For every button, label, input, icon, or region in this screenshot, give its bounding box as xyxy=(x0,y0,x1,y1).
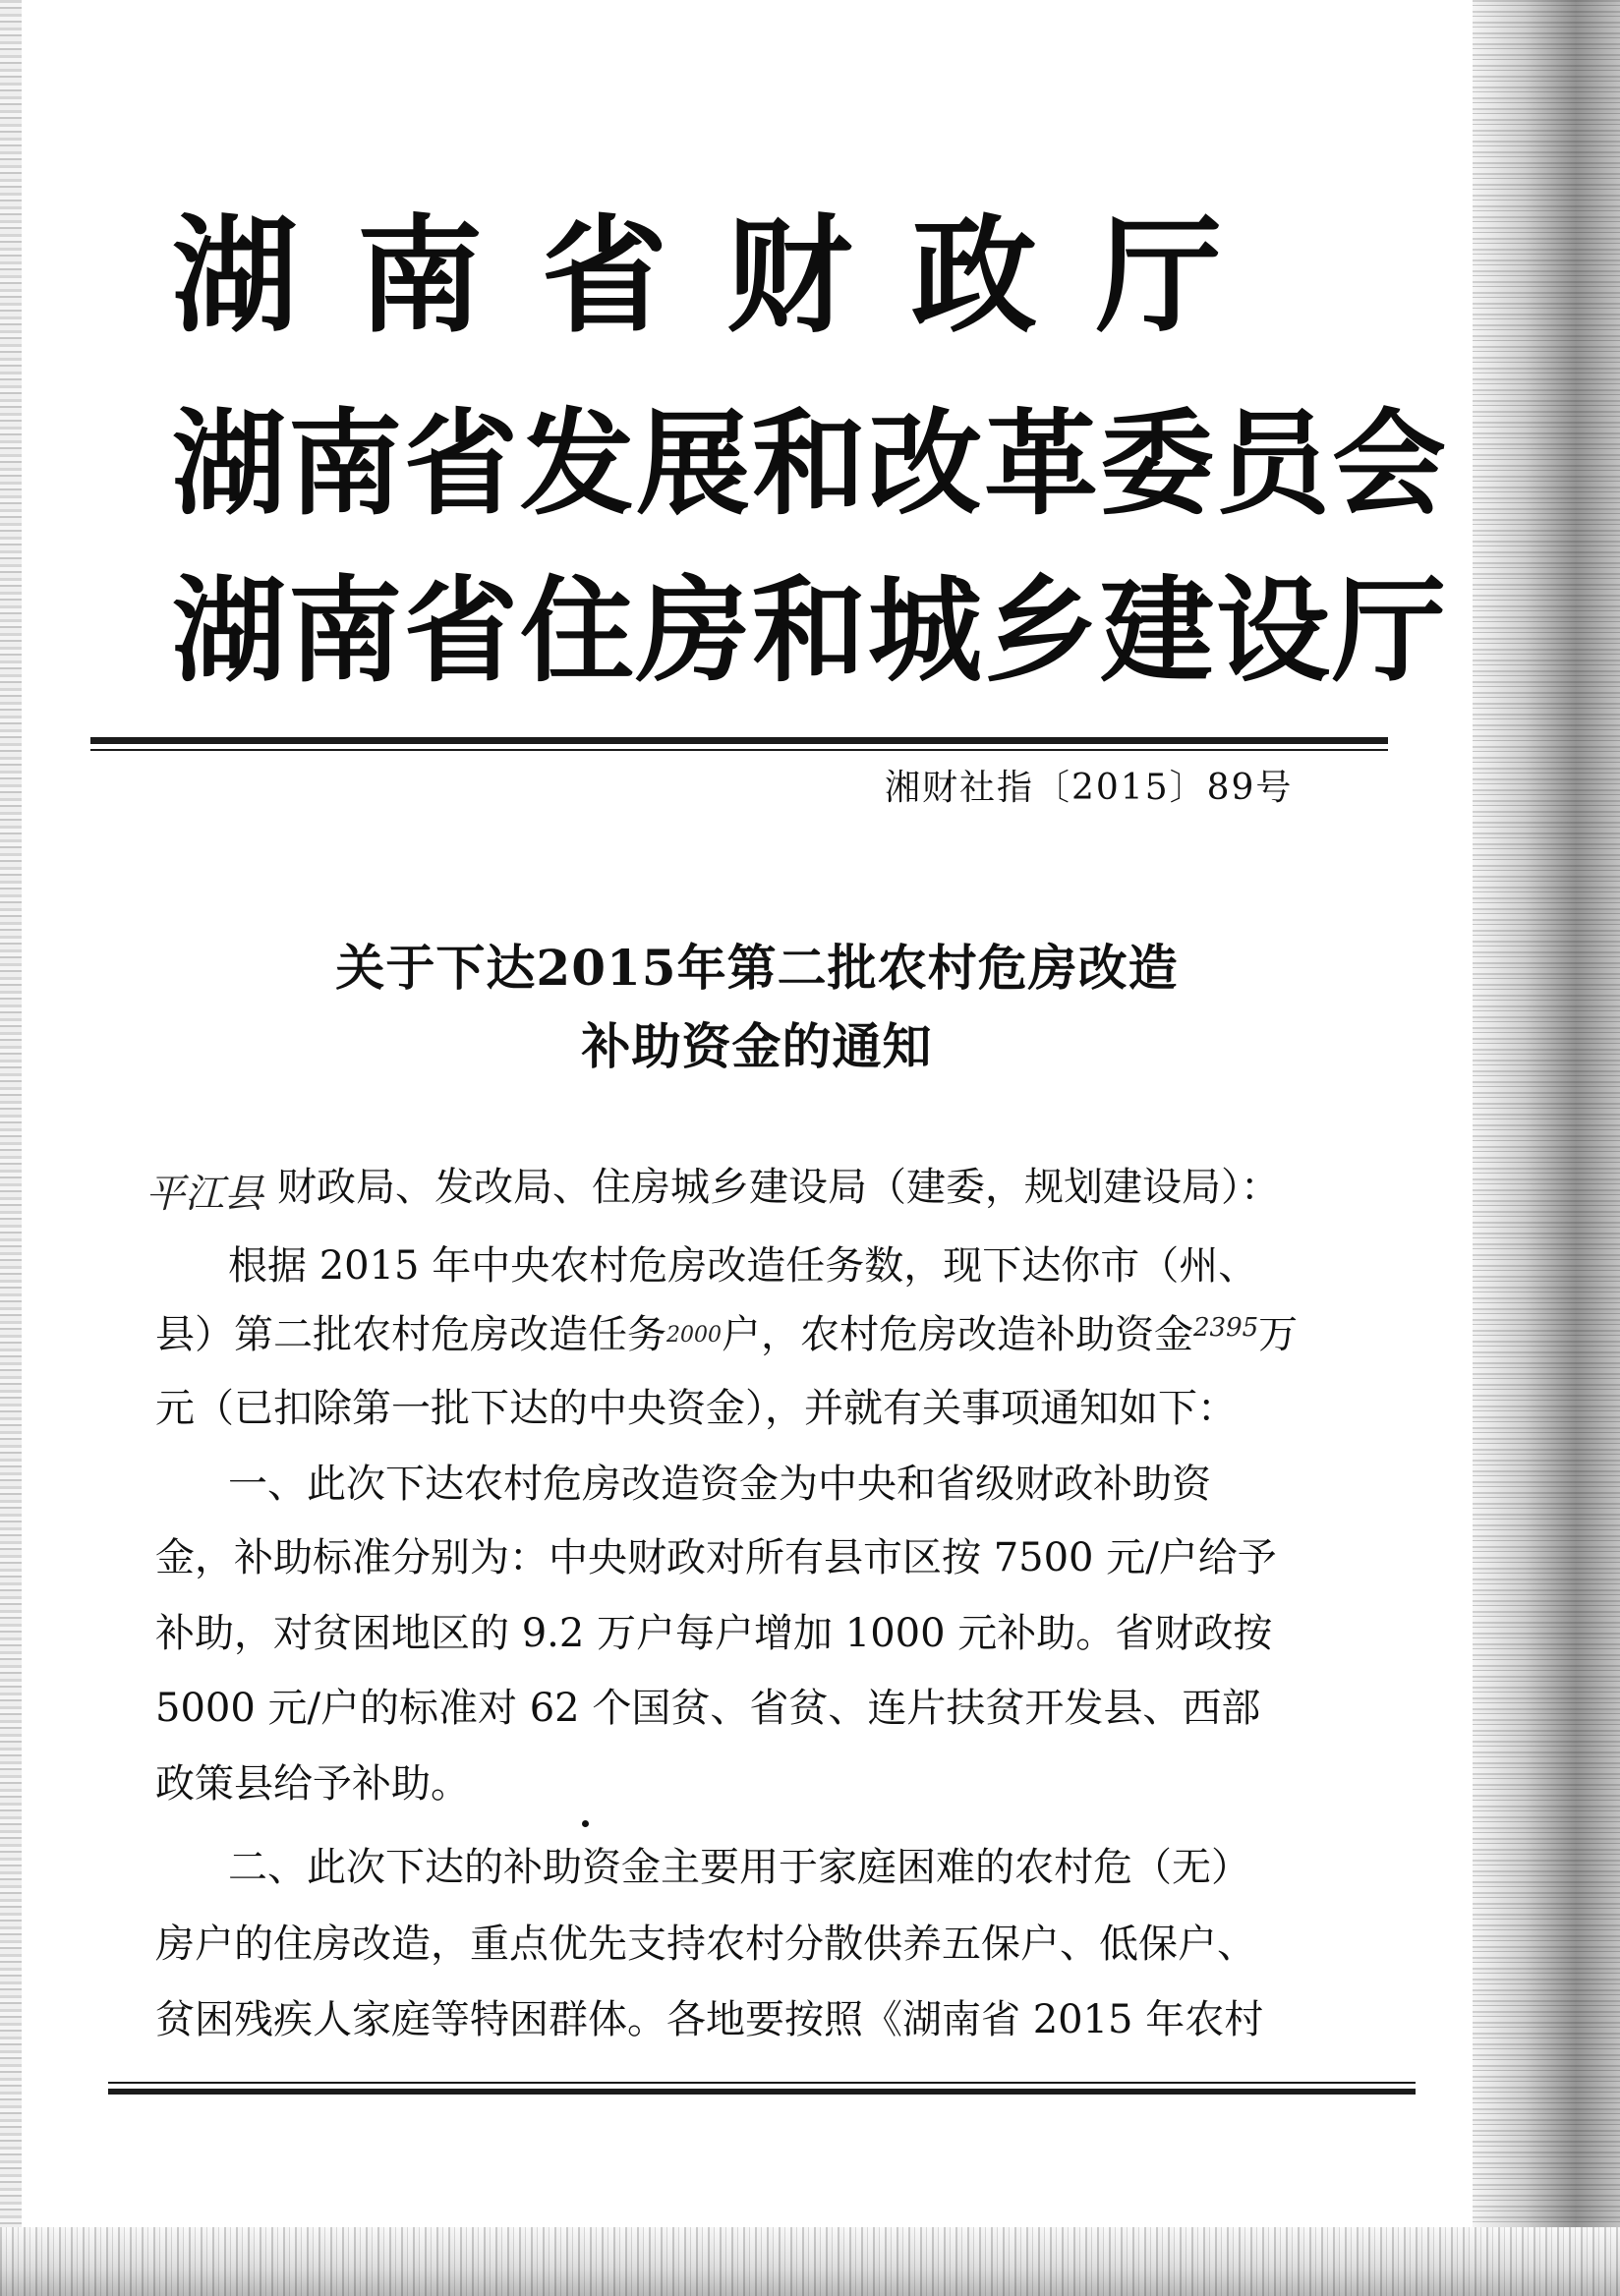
paragraph-1-line-2-part-a: 县）第二批农村危房改造任务 xyxy=(155,1312,666,1357)
issuer-housing-construction-dept: 湖南省住房和城乡建设厅 xyxy=(172,565,1448,698)
addressee-line: 财政局、发改局、住房城乡建设局（建委，规划建设局）： xyxy=(277,1165,1280,1210)
header-rule-thick xyxy=(90,737,1388,744)
title-line-1: 关于下达2015年第二批农村危房改造 xyxy=(335,939,1179,997)
footer-rule-thick xyxy=(108,2089,1416,2095)
paragraph-1-line-3: 元（已扣除第一批下达的中央资金），并就有关事项通知如下： xyxy=(155,1386,1237,1431)
paragraph-1-line-2 xyxy=(155,1312,1299,1357)
handwritten-amount: 2395 xyxy=(1193,1313,1259,1343)
paragraph-1-line-2-part-c: 万 xyxy=(1258,1312,1299,1357)
scan-edge-right xyxy=(1473,0,1620,2296)
handwritten-addressee: 平江县 xyxy=(145,1172,263,1217)
scan-edge-left xyxy=(0,0,22,2296)
paragraph-3-line-2: 房户的住房改造，重点优先支持农村分散供养五保户、低保户、 xyxy=(155,1922,1256,1967)
issuer-finance-dept: 湖南省财政厅 xyxy=(172,203,1282,350)
scan-edge-bottom xyxy=(0,2227,1620,2296)
issuer-development-reform-commission: 湖南省发展和改革委员会 xyxy=(172,398,1448,531)
paragraph-3-line-3: 贫困残疾人家庭等特困群体。各地要按照《湖南省 2015 年农村 xyxy=(155,1997,1264,2042)
paragraph-2-line-3: 补助，对贫困地区的 9.2 万户每户增加 1000 元补助。省财政按 xyxy=(155,1611,1273,1656)
paragraph-1-line-2-part-b: 户，农村危房改造补助资金 xyxy=(722,1312,1193,1357)
paragraph-3-line-1: 二、此次下达的补助资金主要用于家庭困难的农村危（无） xyxy=(228,1845,1250,1890)
paragraph-1-line-1: 根据 2015 年中央农村危房改造任务数，现下达你市（州、 xyxy=(228,1243,1258,1289)
handwritten-household-count: 2000 xyxy=(666,1323,722,1348)
paragraph-2-line-5: 政策县给予补助。 xyxy=(155,1761,470,1807)
footer-rule-thin xyxy=(108,2082,1416,2084)
document-number: 湘财社指〔2015〕89号 xyxy=(885,768,1294,808)
header-rule-thin xyxy=(90,749,1388,751)
scan-speck xyxy=(582,1820,589,1827)
paragraph-2-line-4: 5000 元/户的标准对 62 个国贫、省贫、连片扶贫开发县、西部 xyxy=(155,1686,1261,1731)
paragraph-2-line-2: 金，补助标准分别为：中央财政对所有县市区按 7500 元/户给予 xyxy=(155,1535,1277,1580)
title-line-2: 补助资金的通知 xyxy=(581,1017,933,1075)
paragraph-2-line-1: 一、此次下达农村危房改造资金为中央和省级财政补助资 xyxy=(228,1462,1211,1507)
